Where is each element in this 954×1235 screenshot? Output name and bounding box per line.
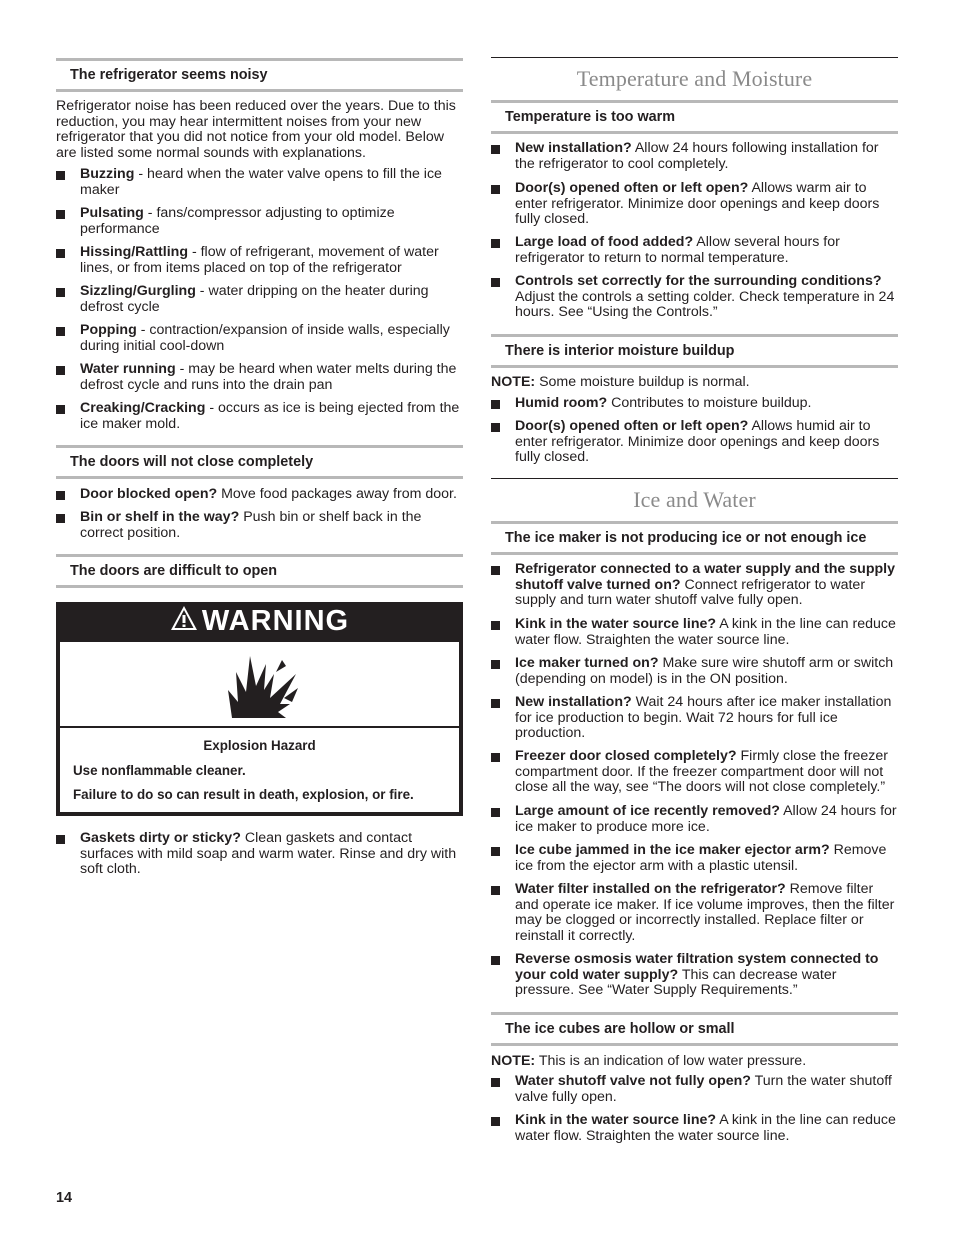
square-bullet-icon [56, 288, 65, 297]
section-header-moisture [491, 334, 898, 368]
list-item-description: Make sure wire shutoff arm or switch (depending on model) is in the ON position. [515, 655, 894, 687]
list-item-label: Creaking/Cracking [80, 400, 206, 416]
list-item-text [515, 617, 898, 648]
list-item-label: Buzzing [80, 166, 135, 182]
square-bullet-icon [491, 808, 500, 817]
list-item-description: Adjust the controls a setting colder. Check temperature in 24 hours. See “Using the Controls.” [515, 288, 895, 321]
section-heading: The doors will not close completely [70, 454, 314, 470]
list-item-text [80, 206, 463, 237]
major-title-ice-water: Ice and Water [633, 487, 756, 512]
list-item-label: Gaskets dirty or sticky? [80, 830, 241, 846]
warning-triangle-icon [170, 603, 198, 641]
list-item-text [515, 656, 898, 687]
section-header-ice-maker [491, 521, 898, 555]
list-item-text [80, 167, 463, 198]
list-item-text [80, 362, 463, 393]
list-item-text [515, 952, 898, 999]
list-item [56, 831, 463, 878]
square-bullet-icon [491, 566, 500, 575]
section-heading: The refrigerator seems noisy [70, 67, 268, 83]
list-item-text [515, 235, 898, 266]
list-item-label: Ice cube jammed in the ice maker ejector arm? [515, 842, 830, 858]
list-item [491, 181, 898, 228]
square-bullet-icon [491, 753, 500, 762]
list-item-description: Remove filter and operate ice maker. If ice volume improves, then the filter may be clogged or incorrectly installed. Replace filter or reinstall it correctly. [515, 881, 895, 945]
list-item-description: Contributes to moisture buildup. [607, 395, 812, 411]
warning-line-1: Use nonflammable cleaner. [73, 763, 246, 778]
major-rule [491, 57, 898, 58]
list-item [491, 1113, 898, 1144]
list-item-description: - contraction/expansion of inside walls, especially during initial cool-down [80, 322, 450, 354]
list-item-label: Water filter installed on the refrigerator? [515, 881, 786, 897]
list-item-label: Humid room? [515, 395, 608, 411]
list-item-text [80, 510, 463, 541]
list-item-label: Freezer door closed completely? [515, 748, 737, 764]
list-item [491, 419, 898, 466]
list-item-label: Large load of food added? [515, 234, 694, 250]
list-item [491, 562, 898, 609]
list-item [491, 804, 898, 835]
list-item-label: New installation? [515, 694, 632, 710]
list-item-label: Door(s) opened often or left open? [515, 180, 749, 196]
section-header-hollow [491, 1012, 898, 1046]
list-item-text [80, 245, 463, 276]
list-item-description: Allows warm air to enter refrigerator. Minimize door openings and keep doors fully closed. [515, 180, 880, 228]
list-item [56, 245, 463, 276]
list-item-label: New installation? [515, 140, 632, 156]
section-heading: The doors are difficult to open [70, 563, 278, 579]
section-heading: The ice cubes are hollow or small [505, 1021, 735, 1037]
list-item-text [515, 181, 898, 228]
square-bullet-icon [56, 327, 65, 336]
list-item-text [515, 562, 898, 609]
square-bullet-icon [56, 405, 65, 414]
list-item [491, 274, 898, 321]
list-item-description: Clean gaskets and contact surfaces with mild soap and warm water. Rinse and dry with soft cloth. [80, 830, 457, 878]
note-text: Some moisture buildup is normal. [535, 374, 750, 390]
list-item-text [515, 695, 898, 742]
note-label: NOTE: [491, 374, 536, 390]
section-header-noisy [56, 58, 463, 92]
list-item-description: - flow of refrigerant, movement of water lines, or from items placed on top of the refrigerator [80, 244, 439, 276]
square-bullet-icon [56, 514, 65, 523]
square-bullet-icon [56, 210, 65, 219]
list-item [491, 952, 898, 999]
list-item [491, 695, 898, 742]
square-bullet-icon [491, 660, 500, 669]
list-item-description: This can decrease water pressure. See “Water Supply Requirements.” [515, 966, 837, 999]
list-item-text [515, 749, 898, 796]
list-item-label: Door(s) opened often or left open? [515, 418, 749, 434]
list-item [56, 401, 463, 432]
warning-hazard: Explosion Hazard [203, 738, 316, 753]
square-bullet-icon [491, 278, 500, 287]
list-item [491, 843, 898, 874]
section-header-doors-close [56, 445, 463, 479]
list-item-description: Remove ice from the ejector arm with a plastic utensil. [515, 842, 887, 874]
list-item [56, 487, 463, 503]
square-bullet-icon [491, 956, 500, 965]
list-item-text [80, 831, 463, 878]
warning-box [56, 602, 463, 816]
noisy-intro: Refrigerator noise has been reduced over the years. Due to this reduction, you may hear intermittent noises from your new refrigerator that you did not notice from your old model. Below are listed some normal sounds with explanations. [56, 98, 456, 162]
list-item-description: Allow several hours for refrigerator to return to normal temperature. [515, 234, 840, 266]
moisture-note [491, 375, 898, 391]
list-item-label: Bin or shelf in the way? [80, 509, 240, 525]
list-item [56, 323, 463, 354]
list-item-label: Hissing/Rattling [80, 244, 188, 260]
list-item-label: Ice maker turned on? [515, 655, 659, 671]
square-bullet-icon [491, 145, 500, 154]
list-item [56, 510, 463, 541]
hollow-note [491, 1054, 898, 1070]
list-item-label: Kink in the water source line? [515, 1112, 717, 1128]
major-rule [491, 478, 898, 479]
section-heading: There is interior moisture buildup [505, 343, 735, 359]
list-item-text [515, 274, 898, 321]
list-item-description: A kink in the line can reduce water flow. Straighten the water source line. [515, 616, 896, 648]
list-item [491, 235, 898, 266]
list-item [491, 1074, 898, 1105]
square-bullet-icon [491, 621, 500, 630]
square-bullet-icon [491, 699, 500, 708]
list-item [56, 167, 463, 198]
section-header-too-warm [491, 100, 898, 134]
list-item-text [515, 843, 898, 874]
list-item-text [80, 323, 463, 354]
list-item-description: - heard when the water valve opens to fill the ice maker [80, 166, 442, 198]
square-bullet-icon [491, 1117, 500, 1126]
list-item-label: Reverse osmosis water filtration system connected to your cold water supply? [515, 951, 879, 983]
square-bullet-icon [491, 1078, 500, 1087]
list-item-text [515, 1074, 898, 1105]
list-item-label: Controls set correctly for the surrounding conditions? [515, 273, 882, 289]
square-bullet-icon [491, 423, 500, 432]
section-heading: The ice maker is not producing ice or not enough ice [505, 530, 867, 546]
list-item [56, 284, 463, 315]
list-item-label: Door blocked open? [80, 486, 218, 502]
list-item-label: Refrigerator connected to a water supply and the supply shutoff valve turned on? [515, 561, 895, 593]
list-item-text [515, 804, 898, 835]
explosion-icon [60, 642, 459, 726]
list-item-label: Sizzling/Gurgling [80, 283, 196, 299]
section-heading: Temperature is too warm [505, 109, 676, 125]
list-item-description: Connect refrigerator to water supply and turn water shutoff valve fully open. [515, 576, 866, 609]
list-item-description: - water dripping on the heater during defrost cycle [80, 283, 429, 315]
list-item-description: Move food packages away from door. [217, 486, 457, 502]
list-item-description: Wait 24 hours after ice maker installation for ice production to begin. Wait 72 hours for full ice production. [515, 694, 892, 742]
page-number: 14 [56, 1190, 73, 1206]
list-item-text [80, 487, 463, 503]
list-item-label: Water shutoff valve not fully open? [515, 1073, 751, 1089]
list-item-text [515, 882, 898, 945]
warning-image-panel [60, 642, 459, 726]
list-item-description: - occurs as ice is being ejected from the ice maker mold. [80, 400, 460, 432]
square-bullet-icon [56, 491, 65, 500]
note-label: NOTE: [491, 1053, 536, 1069]
square-bullet-icon [56, 366, 65, 375]
square-bullet-icon [491, 185, 500, 194]
square-bullet-icon [56, 249, 65, 258]
list-item-description: Firmly close the freezer compartment door. If the freezer compartment door will not close all the way, see “The doors will not close completely.” [515, 748, 888, 796]
list-item-description: Turn the water shutoff valve fully open. [515, 1073, 892, 1105]
list-item [56, 206, 463, 237]
section-header-doors-open [56, 554, 463, 588]
warning-word: WARNING [201, 605, 350, 637]
square-bullet-icon [491, 847, 500, 856]
warning-text-panel [60, 728, 459, 812]
list-item-text [515, 419, 898, 466]
square-bullet-icon [56, 171, 65, 180]
list-item-label: Popping [80, 322, 137, 338]
list-item [491, 396, 898, 412]
list-item-description: A kink in the line can reduce water flow. Straighten the water source line. [515, 1112, 896, 1144]
list-item-label: Pulsating [80, 205, 144, 221]
note-text: This is an indication of low water pressure. [535, 1053, 807, 1069]
warning-line-2: Failure to do so can result in death, explosion, or fire. [73, 787, 414, 802]
list-item-description: - may be heard when water melts during the defrost cycle and runs into the drain pan [80, 361, 457, 393]
square-bullet-icon [491, 400, 500, 409]
list-item-label: Large amount of ice recently removed? [515, 803, 780, 819]
list-item-label: Kink in the water source line? [515, 616, 717, 632]
list-item [56, 362, 463, 393]
list-item [491, 882, 898, 945]
list-item [491, 656, 898, 687]
list-item-label: Water running [80, 361, 176, 377]
list-item-text [80, 401, 463, 432]
list-item [491, 141, 898, 172]
square-bullet-icon [491, 886, 500, 895]
list-item-text [80, 284, 463, 315]
list-item-description: - fans/compressor adjusting to optimize performance [80, 205, 395, 237]
list-item-description: Allow 24 hours for ice maker to produce more ice. [515, 803, 897, 835]
list-item-description: Allow 24 hours following installation for the refrigerator to cool completely. [515, 140, 879, 172]
list-item-description: Push bin or shelf back in the correct position. [80, 509, 422, 541]
list-item-text [515, 1113, 898, 1144]
square-bullet-icon [56, 835, 65, 844]
major-title-temp-moisture: Temperature and Moisture [576, 66, 813, 91]
list-item [491, 749, 898, 796]
list-item [491, 617, 898, 648]
warning-title [56, 602, 463, 640]
list-item-description: Allows humid air to enter refrigerator. Minimize door openings and keep doors fully closed. [515, 418, 880, 466]
square-bullet-icon [491, 239, 500, 248]
list-item-text [515, 396, 898, 412]
list-item-text [515, 141, 898, 172]
